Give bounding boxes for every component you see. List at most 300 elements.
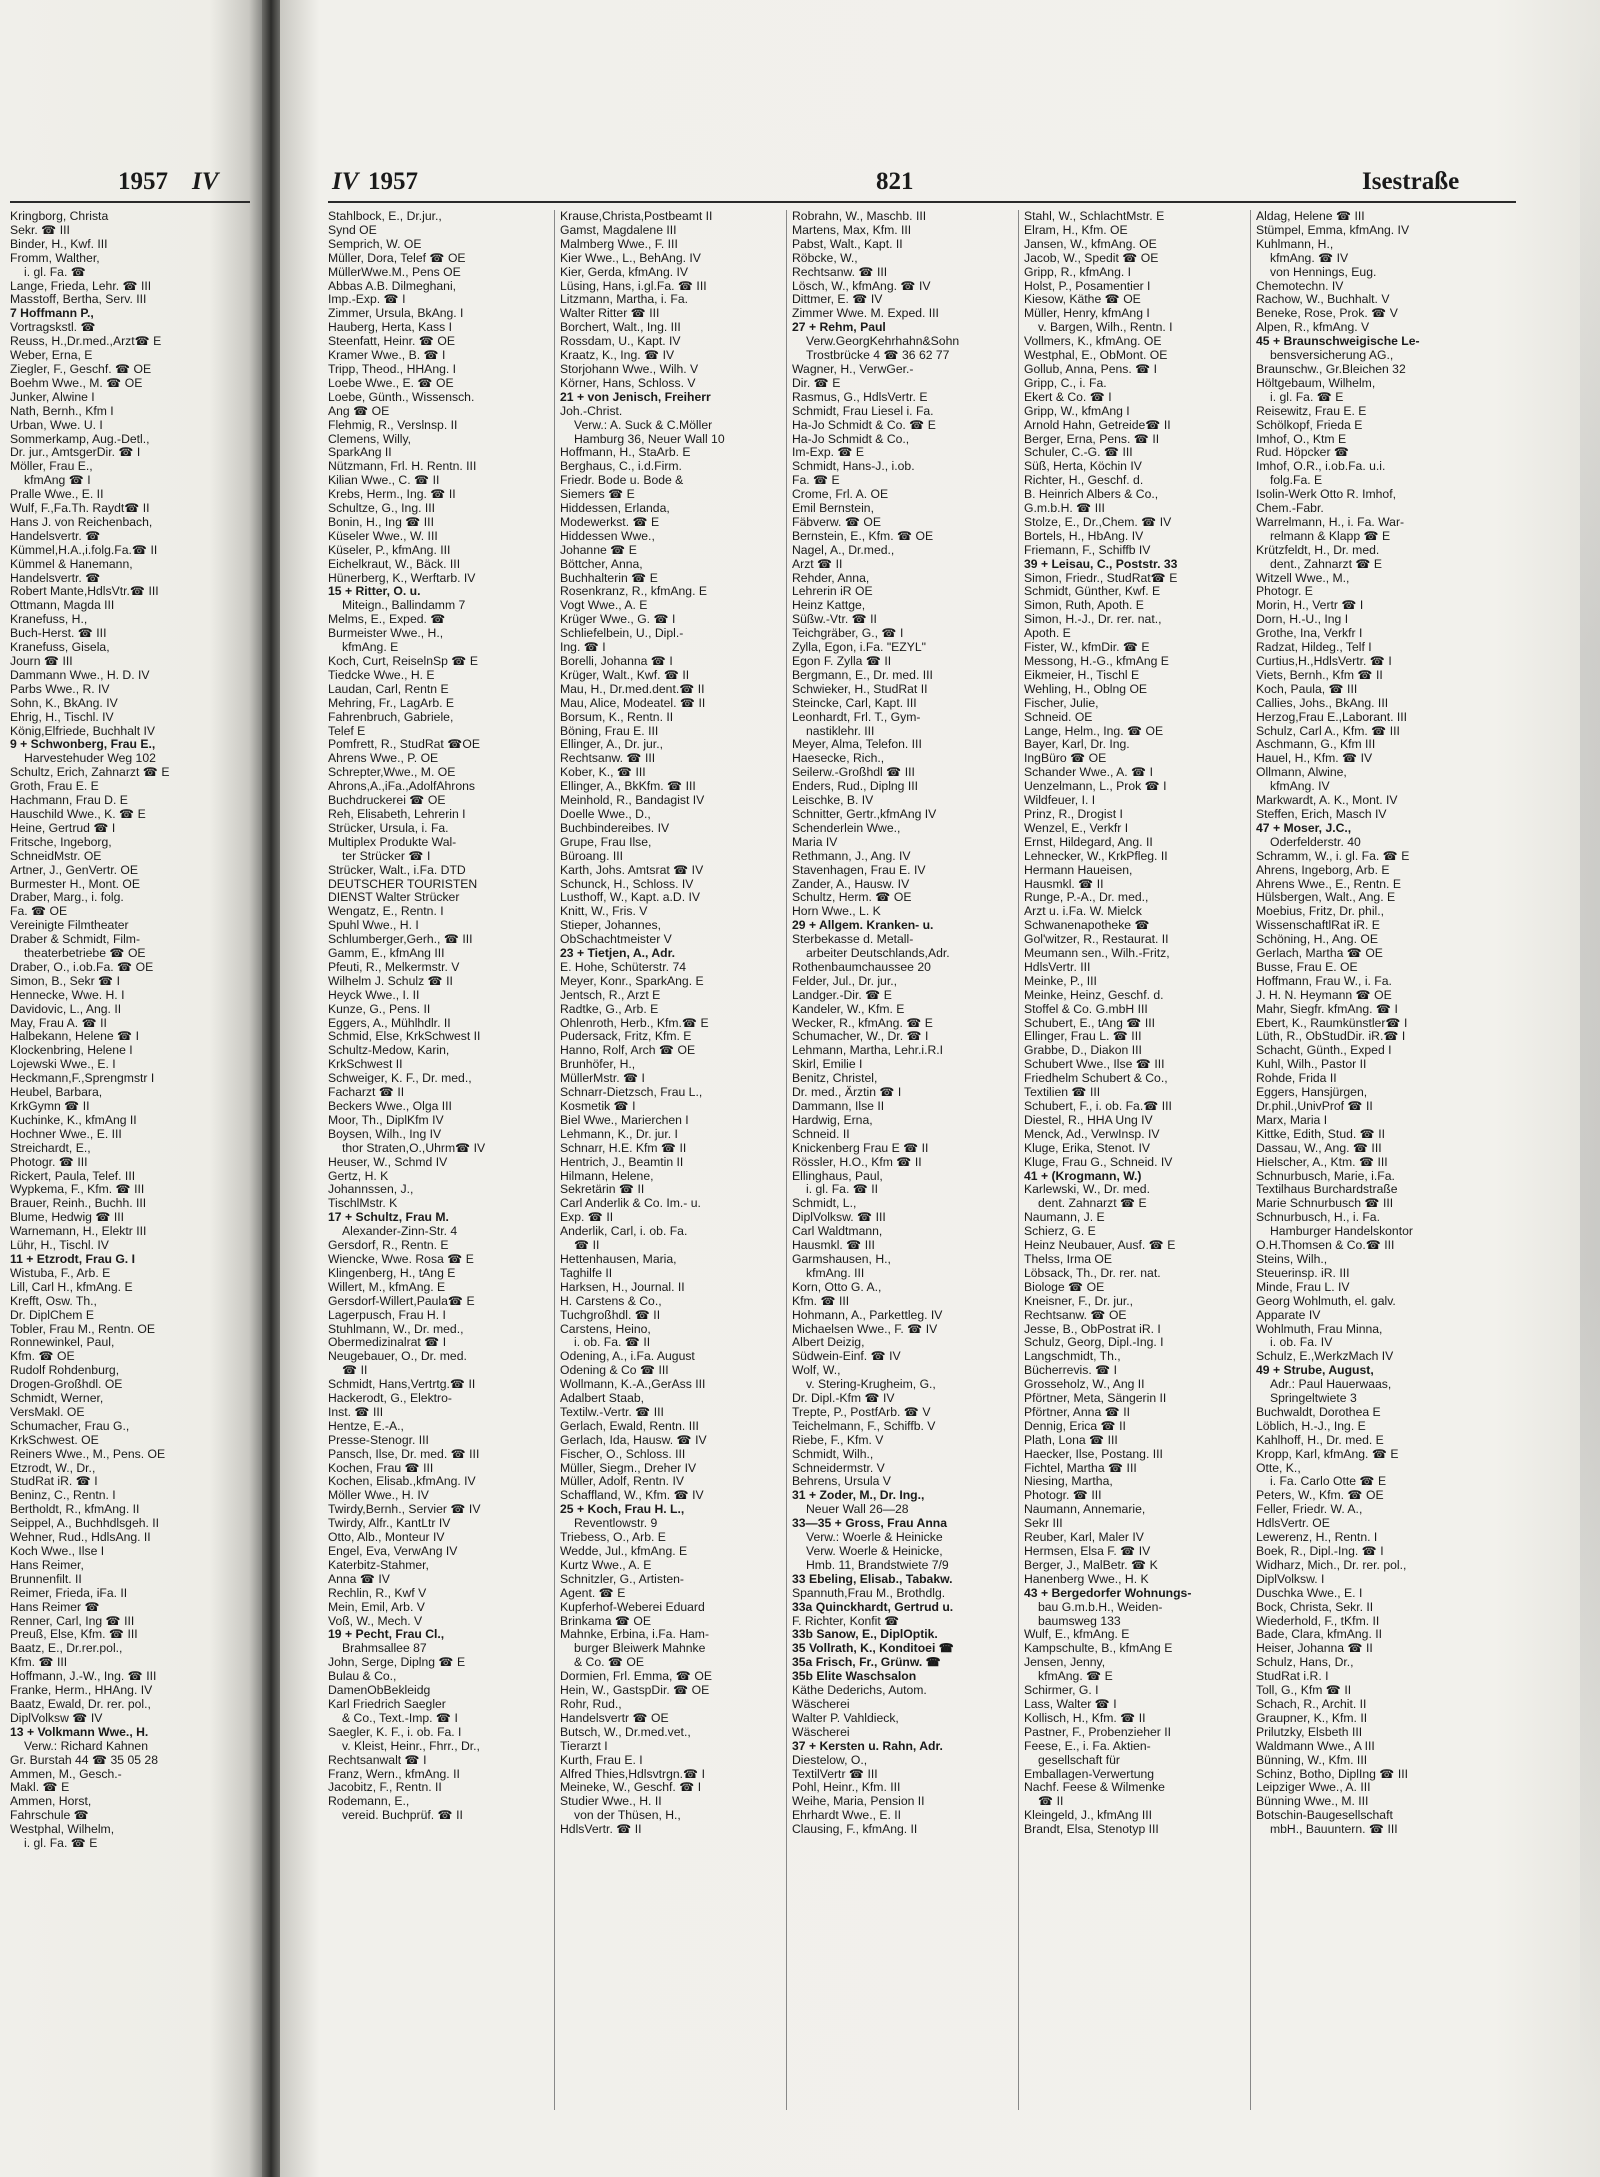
- directory-entry: Facharzt ☎ II: [328, 1085, 405, 1100]
- right-page: [280, 0, 1600, 2177]
- directory-entry: Trostbrücke 4 ☎ 36 62 77: [806, 348, 950, 363]
- directory-entry: Preuß, Else, Kfm. ☎ III: [10, 1627, 138, 1642]
- directory-entry: Ha-Jo Schmidt & Co.,: [792, 431, 910, 446]
- directory-entry: May, Frau A. ☎ II: [10, 1015, 107, 1030]
- directory-entry: Odening & Co ☎ III: [560, 1363, 669, 1378]
- directory-entry: Hielscher, A., Ktm. ☎ III: [1256, 1154, 1388, 1169]
- directory-entry: 45 + Braunschweigische Le-: [1256, 334, 1420, 349]
- directory-entry: Böttcher, Anna,: [560, 556, 643, 571]
- directory-entry: relmann & Klapp ☎ E: [1270, 528, 1391, 543]
- directory-entry: 13 + Volkmann Wwe., H.: [10, 1724, 149, 1739]
- directory-entry: Ottmann, Magda III: [10, 598, 115, 613]
- directory-entry: Blume, Hedwig ☎ III: [10, 1210, 125, 1225]
- directory-entry: Gr. Burstah 44 ☎ 35 05 28: [10, 1752, 158, 1767]
- directory-entry: Katerbitz-Stahmer,: [328, 1557, 429, 1572]
- directory-entry: Röbcke, W.,: [792, 250, 858, 265]
- directory-entry: i. gl. Fa. ☎ II: [806, 1182, 879, 1197]
- directory-entry: Kraatz, K., Ing. ☎ IV: [560, 348, 675, 363]
- directory-entry: Boek, R., Dipl.-Ing. ☎ I: [1256, 1544, 1384, 1558]
- directory-entry: Sekr. ☎ III: [10, 222, 70, 237]
- directory-entry: Hein, W., GastspDir. ☎ OE: [560, 1683, 710, 1698]
- directory-entry: Bonin, H., Ing ☎ III: [328, 514, 434, 529]
- directory-entry: Verw. Woerle & Heinicke,: [806, 1544, 943, 1558]
- directory-entry: Pförtner, Anna ☎ II: [1024, 1404, 1130, 1419]
- directory-entry: Strücker, Ursula, i. Fa.: [328, 820, 449, 835]
- directory-entry: Hünerberg, K., Werftarb. IV: [328, 570, 476, 585]
- directory-entry: DEUTSCHER TOURISTEN: [328, 876, 478, 891]
- directory-entry: Wäscherei: [792, 1724, 850, 1739]
- directory-entry: Mehring, Fr., LagArb. E: [328, 695, 454, 710]
- directory-entry: Burmester H., Mont. OE: [10, 876, 141, 891]
- directory-entry: Berger, Erna, Pens. ☎ II: [1024, 431, 1160, 446]
- directory-entry: Brunhöfer, H.,: [560, 1057, 636, 1072]
- directory-entry: Enders, Rud., Diplng III: [792, 779, 918, 794]
- directory-entry: kfmAng. III: [806, 1265, 865, 1280]
- directory-entry: Ronnewinkel, Paul,: [10, 1335, 115, 1350]
- directory-entry: Wilhelm J. Schulz ☎ II: [328, 973, 453, 988]
- directory-entry: Heinz Kattge,: [792, 598, 866, 613]
- directory-entry: Uenzelmann, L., Prok ☎ I: [1024, 779, 1167, 794]
- directory-entry: Sohn, K., BkAng. IV: [10, 695, 118, 710]
- book-gutter: [262, 0, 280, 2177]
- directory-entry: Lass, Walter ☎ I: [1024, 1696, 1117, 1711]
- directory-entry: Emballagen-Verwertung: [1024, 1766, 1155, 1781]
- directory-entry: Küseler Wwe., W. III: [328, 528, 438, 543]
- directory-entry: Butsch, W., Dr.med.vet.,: [560, 1724, 691, 1739]
- directory-entry: Meyer, Konr., SparkAng. E: [560, 973, 704, 988]
- directory-entry: Knickenberg Frau E ☎ II: [792, 1140, 929, 1155]
- directory-entry: Fichtel, Martha ☎ III: [1024, 1460, 1137, 1475]
- directory-entry: Dormien, Frl. Emma, ☎ OE: [560, 1669, 712, 1684]
- directory-entry: Hans Reimer,: [10, 1557, 84, 1572]
- directory-entry: Verw.: Richard Kahnen: [24, 1738, 148, 1753]
- directory-entry: Markwardt, A. K., Mont. IV: [1256, 793, 1398, 808]
- directory-entry: Taghilfe II: [560, 1265, 613, 1280]
- directory-entry: Exp. ☎ II: [560, 1210, 614, 1225]
- directory-entry: Tobler, Frau M., Rentn. OE: [10, 1321, 155, 1336]
- directory-entry: Tuchgroßhdl. ☎ II: [560, 1307, 661, 1322]
- directory-entry: Jacobitz, F., Rentn. II: [328, 1780, 442, 1795]
- directory-entry: Prilutzky, Elsbeth III: [1256, 1724, 1363, 1739]
- directory-entry: 31 + Zoder, M., Dr. Ing.,: [792, 1488, 925, 1503]
- directory-entry: Apparate IV: [1256, 1307, 1321, 1322]
- directory-entry: Pastner, F., Probenzieher II: [1024, 1724, 1172, 1739]
- directory-entry: Hoffmann, J.-W., Ing. ☎ III: [10, 1669, 157, 1684]
- directory-entry: Karth, Johs. Amtsrat ☎ IV: [560, 862, 704, 877]
- directory-entry: Dorn, H.-U., Ing I: [1256, 612, 1349, 627]
- directory-entry: Viets, Bernh., Kfm ☎ II: [1256, 667, 1383, 682]
- directory-entry: 25 + Koch, Frau H. L.,: [560, 1502, 685, 1517]
- directory-entry: Riebe, F., Kfm. V: [792, 1432, 884, 1447]
- directory-entry: Verw.GeorgKehrhahn&Sohn: [806, 334, 960, 349]
- directory-entry: IngBüro ☎ OE: [1024, 751, 1107, 766]
- directory-entry: Kier Wwe., L., BehAng. IV: [560, 250, 701, 265]
- directory-entry: Schander Wwe., A. ☎ I: [1024, 765, 1153, 780]
- directory-entry: Apoth. E: [1024, 626, 1071, 641]
- directory-entry: Meumann sen., Wilh.-Fritz,: [1024, 946, 1170, 961]
- directory-entry: Rothenbaumchaussee 20: [792, 959, 931, 974]
- directory-entry: Kleingeld, J., kfmAng III: [1024, 1808, 1153, 1823]
- directory-entry: Obermedizinalrat ☎ I: [328, 1335, 447, 1350]
- directory-entry: Krützfeldt, H., Dr. med.: [1256, 542, 1380, 557]
- directory-entry: Curtius,H.,HdlsVertr. ☎ I: [1256, 654, 1392, 668]
- directory-entry: Lill, Carl H., kfmAng. E: [10, 1279, 133, 1294]
- directory-entry: Simon, Friedr., StudRat☎ E: [1024, 570, 1178, 585]
- directory-entry: Schulz, Georg, Dipl.-Ing. I: [1024, 1335, 1164, 1350]
- directory-entry: Hachmann, Frau D. E: [10, 793, 128, 808]
- directory-entry: Laudan, Carl, Rentn E: [328, 681, 449, 696]
- directory-entry: Fahrschule ☎: [10, 1808, 89, 1823]
- directory-entry: Krüger, Walt., Kwf. ☎ II: [560, 667, 690, 682]
- directory-entry: Bade, Clara, kfmAng. II: [1256, 1627, 1382, 1642]
- directory-entry: 11 + Etzrodt, Frau G. I: [10, 1251, 135, 1266]
- directory-entry: SchneidMstr. OE: [10, 848, 102, 863]
- directory-entry: Textilw.-Vertr. ☎ III: [560, 1404, 664, 1419]
- directory-entry: Löblich, H.-J., Ing. E: [1256, 1418, 1366, 1433]
- left-directory-column: [10, 210, 255, 2150]
- directory-entry: Hoffmann, Frau W., i. Fa.: [1256, 973, 1392, 988]
- directory-entry: Heuser, W., Schmd IV: [328, 1154, 448, 1169]
- directory-entry: 23 + Tietjen, A., Adr.: [560, 946, 676, 961]
- directory-entry: Masstoff, Bertha, Serv. III: [10, 292, 147, 307]
- right-header-year: 1957: [368, 168, 418, 195]
- directory-entry: Semprich, W. OE: [328, 236, 422, 251]
- directory-entry: Hermsen, Elsa F. ☎ IV: [1024, 1544, 1151, 1558]
- directory-entry: Wecker, R., kfmAng. ☎ E: [792, 1015, 933, 1030]
- directory-entry: Ahrons,A.,iFa.,AdolfAhrons: [328, 779, 475, 794]
- directory-entry: Duschka Wwe., E. I: [1256, 1585, 1363, 1600]
- directory-entry: KrkSchwest. OE: [10, 1432, 99, 1447]
- directory-entry: Twirdy, Alfr., KantLtr IV: [328, 1516, 451, 1531]
- directory-entry: Dassau, W., Ang. ☎ III: [1256, 1140, 1382, 1155]
- directory-entry: John, Serge, Diplng ☎ E: [328, 1655, 466, 1670]
- directory-entry: 37 + Kersten u. Rahn, Adr.: [792, 1738, 943, 1753]
- directory-entry: Hülsbergen, Walt., Ang. E: [1256, 890, 1396, 905]
- directory-entry: Reh, Elisabeth, Lehrerin I: [328, 806, 466, 821]
- directory-entry: Lühr, H., Tischl. IV: [10, 1238, 109, 1253]
- directory-entry: Schacht, Günth., Exped I: [1256, 1043, 1392, 1058]
- right-header-rule: [328, 201, 1516, 203]
- directory-entry: StudRat i.R. I: [1256, 1669, 1329, 1684]
- directory-entry: Schmidt, Frau Liesel i. Fa.: [792, 403, 934, 418]
- directory-entry: Schubert Wwe., Ilse ☎ III: [1024, 1057, 1165, 1072]
- directory-entry: Kurtz Wwe., A. E: [560, 1557, 652, 1572]
- directory-entry: 21 + von Jenisch, Freiherr: [560, 389, 711, 404]
- directory-entry: Rickert, Paula, Telef. III: [10, 1168, 136, 1183]
- directory-entry: i. Fa. Carlo Otte ☎ E: [1270, 1474, 1387, 1489]
- directory-entry: Heyck Wwe., I. II: [328, 987, 420, 1002]
- directory-entry: 35 Vollrath, K., Konditoei ☎: [792, 1641, 954, 1656]
- directory-entry: Bücherrevis. ☎ I: [1024, 1363, 1118, 1378]
- directory-entry: Peters, W., Kfm. ☎ OE: [1256, 1488, 1384, 1503]
- directory-entry: Carstens, Heino,: [560, 1321, 651, 1336]
- directory-entry: Schnurbusch, Marie, i.Fa.: [1256, 1168, 1395, 1183]
- directory-entry: Flehmig, R., Verslnsp. II: [328, 417, 458, 432]
- directory-entry: Reventlowstr. 9: [574, 1516, 658, 1531]
- directory-entry: Schuler, C.-G. ☎ III: [1024, 445, 1133, 460]
- directory-entry: Voß, W., Mech. V: [328, 1613, 423, 1628]
- left-page: [0, 0, 262, 2177]
- directory-entry: Schulz, Hans, Dr.,: [1256, 1655, 1354, 1670]
- directory-entry: DIENST Walter Strücker: [328, 890, 460, 905]
- directory-entry: Weihe, Maria, Pension II: [792, 1794, 925, 1809]
- directory-entry: 41 + (Krogmann, W.): [1024, 1168, 1142, 1183]
- directory-entry: Hanno, Rolf, Arch ☎ OE: [560, 1043, 696, 1058]
- directory-entry: Botschin-Baugesellschaft: [1256, 1808, 1393, 1823]
- directory-entry: Ahrens, Ingeborg, Arb. E: [1256, 862, 1390, 877]
- directory-entry: Radzat, Hildeg., Telf I: [1256, 640, 1372, 655]
- directory-entry: Hentrich, J., Beamtin II: [560, 1154, 684, 1169]
- directory-entry: Dr. med., Ärztin ☎ I: [792, 1085, 902, 1100]
- directory-entry: Schenderlein Wwe.,: [792, 820, 901, 835]
- directory-entry: v. Kleist, Heinr., Fhrr., Dr.,: [342, 1738, 480, 1753]
- directory-entry: Storjohann Wwe., Wilh. V: [560, 361, 699, 376]
- directory-entry: Loebe, Günth., Wissensch.: [328, 389, 475, 404]
- directory-entry: Rud. Höpcker ☎: [1256, 445, 1350, 460]
- directory-entry: Bock, Christa, Sekr. II: [1256, 1599, 1374, 1614]
- directory-entry: Joh.-Christ.: [560, 403, 623, 418]
- directory-entry: Bernstein, E., Kfm. ☎ OE: [792, 528, 934, 543]
- directory-entry: Warnemann, H., Elektr III: [10, 1224, 147, 1239]
- directory-entry: Leischke, B. IV: [792, 793, 874, 808]
- directory-entry: Wehling, H., Oblng OE: [1024, 681, 1148, 696]
- directory-entry: Stuhlmann, W., Dr. med.,: [328, 1321, 464, 1336]
- directory-entry: Makl. ☎ E: [10, 1780, 70, 1795]
- directory-entry: Kahlhoff, H., Dr. med. E: [1256, 1432, 1384, 1447]
- directory-entry: Renner, Carl, Ing ☎ III: [10, 1613, 135, 1628]
- directory-entry: Reisewitz, Frau E. E: [1256, 403, 1367, 418]
- directory-entry: Hackerodt, G., Elektro-: [328, 1391, 452, 1406]
- directory-entry: Tierarzt I: [560, 1738, 608, 1753]
- directory-entry: Möller, Frau E.,: [10, 459, 93, 474]
- directory-entry: Clemens, Willy,: [328, 431, 412, 446]
- directory-entry: Vogt Wwe., A. E: [560, 598, 648, 613]
- directory-entry: Westphal, E., ObMont. OE: [1024, 348, 1168, 363]
- directory-entry: DamenObBekleidg: [328, 1683, 431, 1698]
- directory-entry: Radtke, G., Arb. E: [560, 1001, 659, 1016]
- directory-entry: Holst, P., Posamentier I: [1024, 278, 1151, 293]
- directory-entry: Kurth, Frau E. I: [560, 1752, 643, 1767]
- directory-entry: Handelsvertr ☎ OE: [560, 1710, 669, 1725]
- directory-entry: Otto, Alb., Monteur IV: [328, 1530, 445, 1545]
- directory-entry: Schmidt, Günther, Kwf. E: [1024, 584, 1161, 599]
- directory-entry: Wäscherei: [792, 1696, 850, 1711]
- directory-entry: 19 + Pecht, Frau Cl.,: [328, 1627, 445, 1642]
- directory-entry: 33a Quinckhardt, Gertrud u.: [792, 1599, 954, 1614]
- directory-entry: Ernst, Hildegard, Ang. II: [1024, 834, 1153, 849]
- directory-entry: Buch-Herst. ☎ III: [10, 626, 107, 641]
- directory-entry: Kramer Wwe., B. ☎ I: [328, 348, 446, 363]
- directory-entry: Schubert, F., i. ob. Fa.☎ III: [1024, 1099, 1172, 1113]
- directory-entry: TextilVertr ☎ III: [792, 1766, 878, 1781]
- directory-entry: Schmidt, Hans-J., i.ob.: [792, 459, 915, 474]
- directory-entry: Martens, Max, Kfm. III: [792, 222, 912, 237]
- directory-entry: Jacob, W., Spedit ☎ OE: [1024, 250, 1159, 265]
- directory-entry: HdlsVertr. ☎ II: [560, 1822, 642, 1837]
- directory-entry: Wohlmuth, Frau Minna,: [1256, 1321, 1383, 1336]
- directory-entry: Bergmann, E., Dr. med. III: [792, 667, 933, 682]
- directory-entry: Schnarr-Dietzsch, Frau L.,: [560, 1085, 703, 1100]
- directory-entry: Hiddessen Wwe.,: [560, 528, 655, 543]
- directory-entry: Hiddessen, Erlanda,: [560, 501, 670, 516]
- directory-entry: ter Strücker ☎ I: [342, 848, 431, 863]
- directory-entry: Jesse, B., ObPostrat iR. I: [1024, 1321, 1161, 1336]
- directory-entry: Kilian Wwe., C. ☎ II: [328, 473, 440, 488]
- directory-entry: Stümpel, Emma, kfmAng. IV: [1256, 222, 1410, 237]
- directory-entry: Jentsch, R., Arzt E: [560, 987, 661, 1002]
- directory-entry: Triebess, O., Arb. E: [560, 1530, 666, 1545]
- directory-entry: Schmidt, L.,: [792, 1196, 857, 1211]
- directory-entry: Grosseholz, W., Ang II: [1024, 1377, 1145, 1392]
- directory-entry: Marx, Maria I: [1256, 1112, 1328, 1127]
- directory-entry: Fritsche, Ingeborg,: [10, 834, 112, 849]
- directory-entry: Lange, Frieda, Lehr. ☎ III: [10, 278, 152, 293]
- directory-entry: Braunschw., Gr.Bleichen 32: [1256, 361, 1406, 376]
- directory-entry: 9 + Schwonberg, Frau E.,: [10, 737, 156, 752]
- directory-entry: Böning, Frau E. III: [560, 723, 659, 738]
- directory-entry: Schnarr, H.E. Kfm ☎ II: [560, 1140, 687, 1155]
- directory-entry: Gertz, H. K: [328, 1168, 389, 1183]
- directory-entry: Gamm, E., kfmAng III: [328, 946, 445, 961]
- directory-entry: Schnurbusch, H., i. Fa.: [1256, 1210, 1380, 1225]
- directory-entry: Drogen-Großhdl. OE: [10, 1377, 123, 1392]
- directory-entry: Borelli, Johanna ☎ I: [560, 654, 673, 668]
- directory-entry: Feese, E., i. Fa. Aktien-: [1024, 1738, 1151, 1753]
- directory-entry: Gersdorf-Willert,Paula☎ E: [328, 1293, 475, 1308]
- directory-entry: Vortragskstl. ☎: [10, 320, 96, 335]
- directory-entry: Anna ☎ IV: [328, 1571, 390, 1586]
- directory-entry: Eggers, A., Mühlhdlr. II: [328, 1015, 451, 1030]
- directory-entry: DiplVolksw ☎ IV: [10, 1710, 103, 1725]
- directory-entry: Franz, Wern., kfmAng. II: [328, 1766, 460, 1781]
- directory-entry: Pudersack, Fritz, Kfm. E: [560, 1029, 692, 1044]
- directory-entry: Dammann Wwe., H. D. IV: [10, 667, 150, 682]
- directory-entry: Kosmetik ☎ I: [560, 1099, 636, 1113]
- directory-entry: Hausmkl. ☎ III: [792, 1238, 875, 1253]
- directory-entry: Gripp, C., i. Fa.: [1024, 375, 1107, 390]
- directory-entry: 33 Ebeling, Elisab., Tabakw.: [792, 1571, 953, 1586]
- directory-entry: Melms, E., Exped. ☎: [328, 612, 446, 627]
- directory-entry: ObSchachtmeister V: [560, 932, 672, 947]
- directory-entry: Schultz, Erich, Zahnarzt ☎ E: [10, 765, 170, 780]
- directory-entry: Teichgräber, G., ☎ I: [792, 626, 904, 641]
- directory-entry: Runge, P.-A., Dr. med.,: [1024, 890, 1149, 905]
- directory-entry: Fister, W., kfmDir. ☎ E: [1024, 640, 1150, 655]
- directory-entry: Wolf, W.,: [792, 1363, 841, 1378]
- directory-entry: Mau, H., Dr.med.dent.☎ II: [560, 681, 705, 696]
- directory-entry: VersMakl. OE: [10, 1404, 85, 1419]
- directory-entry: E. Hohe, Schüterstr. 74: [560, 959, 687, 974]
- directory-entry: 43 + Bergedorfer Wohnungs-: [1024, 1585, 1192, 1600]
- directory-entry: Moor, Th., DiplKfm IV: [328, 1112, 444, 1127]
- directory-entry: Nath, Bernh., Kfm I: [10, 403, 114, 418]
- directory-entry: Pralle Wwe., E. II: [10, 487, 104, 502]
- directory-entry: Kupferhof-Weberei Eduard: [560, 1599, 705, 1614]
- directory-entry: Bünning, W., Kfm. III: [1256, 1752, 1368, 1767]
- directory-entry: Aschmann, G., Kfm III: [1256, 737, 1376, 752]
- directory-entry: DiplVolksw. I: [1256, 1571, 1325, 1586]
- directory-entry: F. Richter, Konfit ☎: [792, 1613, 900, 1628]
- directory-entry: Friedr. Bode u. Bode &: [560, 473, 684, 488]
- directory-entry: Plath, Lona ☎ III: [1024, 1432, 1118, 1447]
- directory-entry: MüllerMstr. ☎ I: [560, 1071, 645, 1086]
- directory-entry: Schach, R., Archit. II: [1256, 1696, 1367, 1711]
- directory-entry: Studier Wwe., H. II: [560, 1794, 662, 1809]
- directory-entry: Hochner Wwe., E. III: [10, 1126, 122, 1141]
- directory-entry: Müller, Adolf, Rentn. IV: [560, 1474, 684, 1489]
- left-header-rule: [10, 201, 250, 203]
- directory-entry: Westphal, Wilhelm,: [10, 1822, 115, 1837]
- directory-entry: Koch, Paula, ☎ III: [1256, 681, 1358, 696]
- directory-entry: Willert, M., kfmAng. E: [328, 1279, 446, 1294]
- directory-entry: Wiencke, Wwe. Rosa ☎ E: [328, 1251, 474, 1266]
- directory-entry: Schumacher, Frau G.,: [10, 1418, 130, 1433]
- directory-entry: Garmshausen, H.,: [792, 1251, 891, 1266]
- column-divider: [1018, 210, 1019, 2110]
- directory-entry: Steffen, Erich, Masch IV: [1256, 806, 1387, 821]
- directory-entry: Mau, Alice, Modeatel. ☎ II: [560, 695, 706, 710]
- directory-entry: Georg Wohlmuth, el. galv.: [1256, 1293, 1396, 1308]
- directory-entry: Beckers Wwe., Olga III: [328, 1099, 452, 1113]
- directory-entry: Korn, Otto G. A.,: [792, 1279, 882, 1294]
- directory-column-4: [1024, 210, 1246, 2150]
- directory-entry: Lüth, R., ObStudDir. iR.☎ I: [1256, 1029, 1406, 1044]
- directory-entry: Schumacher, W., Dr. ☎ I: [792, 1029, 929, 1044]
- directory-entry: Seippel, A., Buchhdlsgeh. II: [10, 1516, 160, 1531]
- directory-entry: Kuhl, Wilh., Pastor II: [1256, 1057, 1367, 1072]
- directory-entry: DiplVolksw. ☎ III: [792, 1210, 886, 1225]
- directory-entry: Nützmann, Frl. H. Rentn. III: [328, 459, 477, 474]
- directory-entry: Kluge, Frau G., Schneid. IV: [1024, 1154, 1173, 1169]
- directory-entry: Berger, J., MalBetr. ☎ K: [1024, 1557, 1158, 1572]
- directory-entry: Alfred Thies,Hdlsvtrgn.☎ I: [560, 1766, 706, 1781]
- directory-entry: Rössler, H.O., Kfm ☎ II: [792, 1154, 922, 1169]
- directory-entry: Höltgebaum, Wilhelm,: [1256, 375, 1376, 390]
- directory-entry: Modewerkst. ☎ E: [560, 514, 660, 529]
- directory-entry: Schultze, G., Ing. III: [328, 501, 436, 516]
- directory-entry: 47 + Moser, J.C.,: [1256, 820, 1352, 835]
- directory-entry: Doelle Wwe., D.,: [560, 806, 651, 821]
- directory-entry: Gol'witzer, R., Restaurat. II: [1024, 932, 1169, 947]
- directory-entry: Alexander-Zinn-Str. 4: [342, 1224, 458, 1239]
- directory-entry: gesellschaft für: [1038, 1752, 1120, 1767]
- directory-entry: Warrelmann, H., i. Fa. War-: [1256, 514, 1405, 529]
- directory-entry: Heubel, Barbara,: [10, 1085, 103, 1100]
- directory-entry: Dr.phil.,UnivProf ☎ II: [1256, 1099, 1373, 1113]
- directory-entry: Hennecke, Wwe. H. I: [10, 987, 125, 1002]
- directory-entry: Grabbe, D., Diakon III: [1024, 1043, 1142, 1058]
- directory-entry: Gerlach, Martha ☎ OE: [1256, 946, 1383, 961]
- directory-entry: Bertholdt, R., kfmAng. II: [10, 1502, 140, 1517]
- directory-entry: Ollmann, Alwine,: [1256, 765, 1347, 780]
- directory-entry: Meinhold, R., Bandagist IV: [560, 793, 705, 808]
- directory-entry: Handelsvertr. ☎: [10, 570, 101, 585]
- directory-entry: Schaffland, W., Kfm. ☎ IV: [560, 1488, 704, 1503]
- directory-entry: Hauberg, Herta, Kass I: [328, 320, 452, 335]
- directory-entry: Meyer, Alma, Telefon. III: [792, 737, 922, 752]
- directory-entry: Maria IV: [792, 834, 838, 849]
- directory-entry: Draber, O., i.ob.Fa. ☎ OE: [10, 959, 154, 974]
- directory-entry: Reuss, H.,Dr.med.,Arzt☎ E: [10, 334, 162, 349]
- left-header-section: IV: [192, 168, 219, 195]
- directory-entry: Kranefuss, H.,: [10, 612, 88, 627]
- directory-entry: TischlMstr. K: [328, 1196, 398, 1211]
- directory-entry: Journ ☎ III: [10, 654, 73, 668]
- directory-entry: Arzt ☎ II: [792, 556, 843, 571]
- directory-entry: Walter Ritter ☎ III: [560, 306, 660, 321]
- directory-entry: Litzmann, Martha, i. Fa.: [560, 292, 689, 307]
- directory-entry: Junker, Alwine I: [10, 389, 95, 404]
